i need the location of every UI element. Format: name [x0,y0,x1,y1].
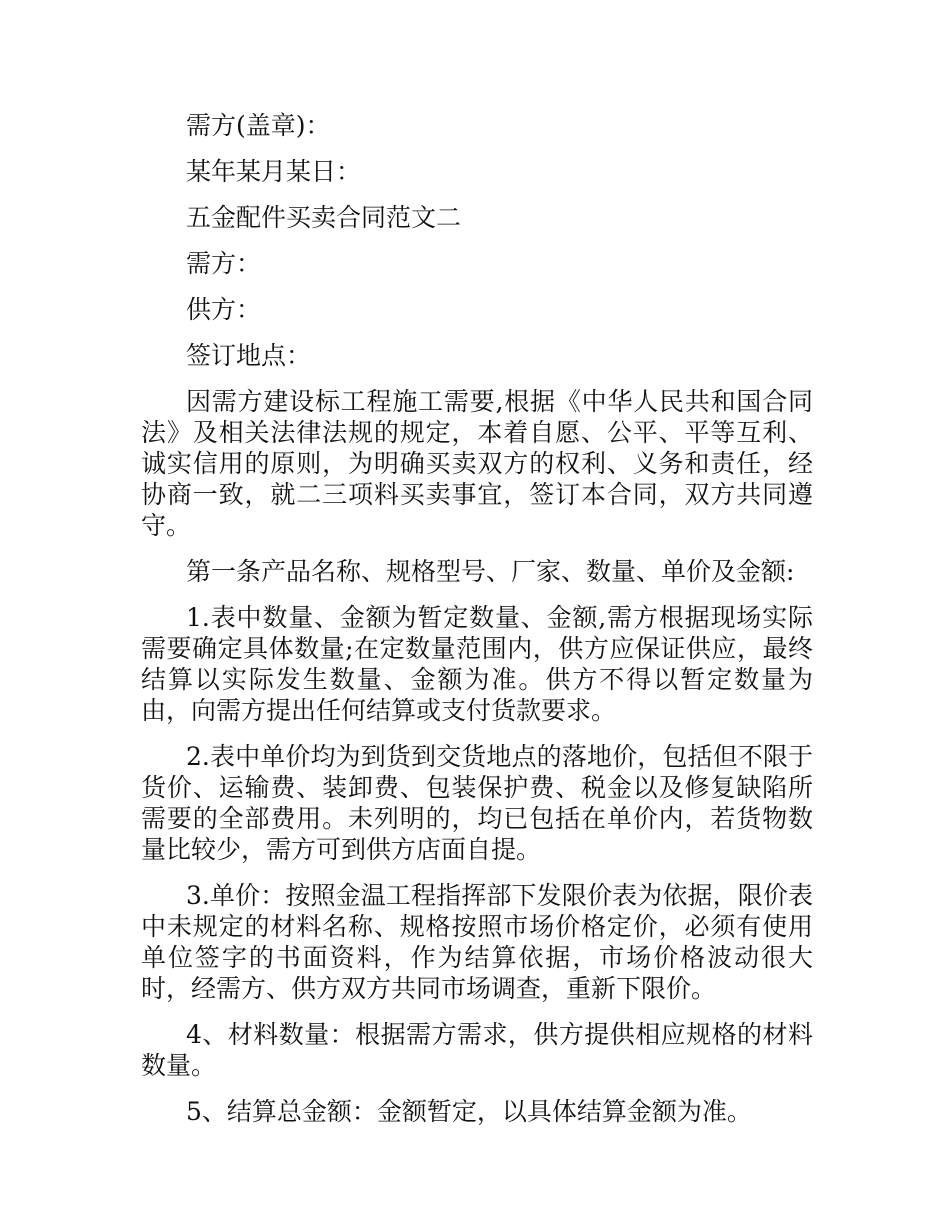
buyer-line: 需方： [186,249,262,278]
signing-place-line: 签订地点： [186,341,312,370]
date-line: 某年某月某日： [186,157,362,186]
document-body [141,110,813,1142]
clause-4: 4、材料数量：根据需方需求，供方提供相应规格的材料数量。 [141,1020,813,1080]
contract-title: 五金配件买卖合同范文二 [186,203,462,232]
buyer-seal-line: 需方(盖章)： [186,111,331,140]
article-one-heading: 第一条产品名称、规格型号、厂家、数量、单价及金额: [186,557,795,586]
clause-2: 2.表中单价均为到货到交货地点的落地价，包括但不限于货价、运输费、装卸费、包装保护费、税金以及修复缺陷所需要的全部费用。未列明的，均已包括在单价内，若货物数量比较少，需方可到供方店面自提。 [141,742,813,864]
preamble-paragraph: 因需方建设标工程施工需要,根据《中华人民共和国合同法》及相关法律法规的规定，本着自愿、公平、平等互利、诚实信用的原则，为明确买卖双方的权利、义务和责任，经协商一致，就二三项料买卖事宜，签订本合同，双方共同遵守。 [141,387,813,540]
clause-3: 3.单价：按照金温工程指挥部下发限价表为依据，限价表中未规定的材料名称、规格按照市场价格定价，必须有使用单位签字的书面资料，作为结算依据，市场价格波动很大时，经需方、供方双方共同市场调查，重新下限价。 [141,881,813,1003]
clause-5: 5、结算总金额：金额暂定，以具体结算金额为准。 [186,1097,752,1126]
supplier-line: 供方： [186,295,262,324]
clause-1: 1.表中数量、金额为暂定数量、金额,需方根据现场实际需要确定具体数量;在定数量范围内，供方应保证供应，最终结算以实际发生数量、金额为准。供方不得以暂定数量为由，向需方提出任何结算或支付货款要求。 [141,603,813,725]
